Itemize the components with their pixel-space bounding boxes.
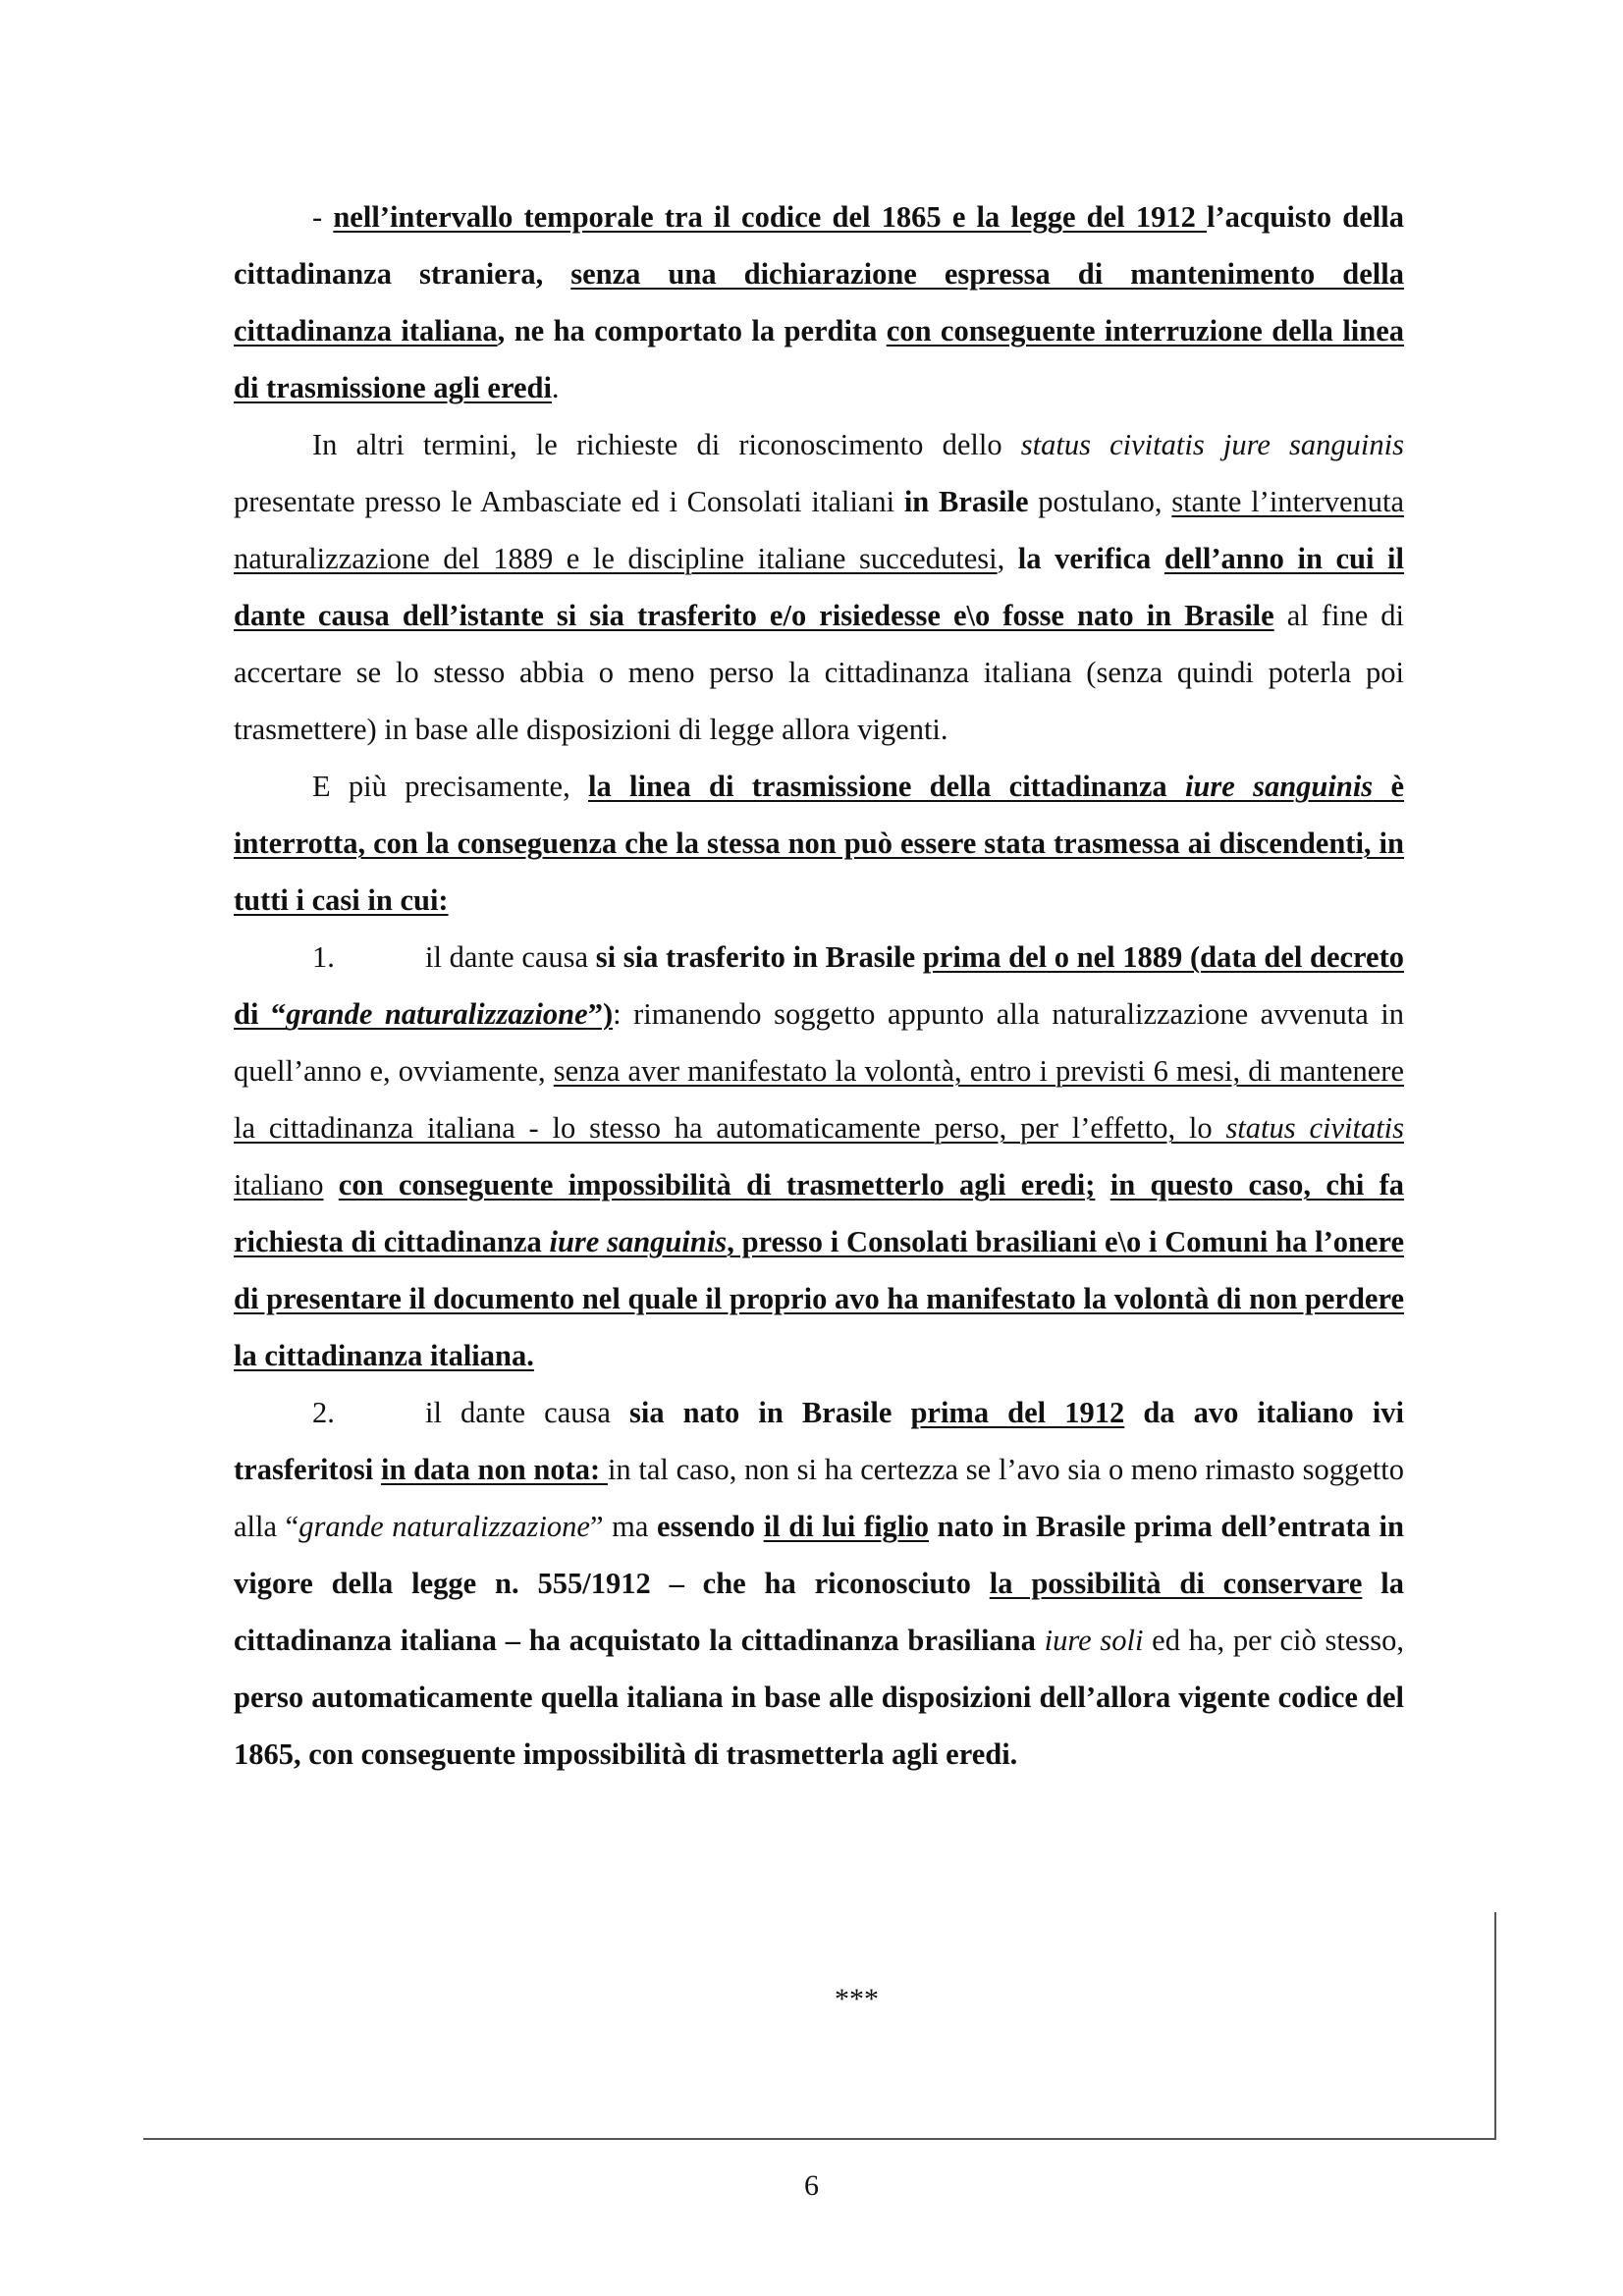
- margin-rule-vertical: [1494, 1912, 1496, 2138]
- text-span: in data non nota:: [381, 1453, 608, 1486]
- text-span: con conseguente impossibilità di trasmetterlo agli eredi;: [338, 1168, 1096, 1201]
- text-span: ed ha, per ciò stesso,: [1143, 1624, 1404, 1657]
- section-separator: ***: [835, 1983, 879, 2015]
- text-span: , presso i Consolati brasiliani e\o i Comuni ha l’onere di presentare il documento nel quale il proprio avo ha manifestato la volontà di non perdere la cittadinanza italiana.: [234, 1225, 1404, 1372]
- text-span: italiano: [234, 1168, 324, 1201]
- text-span: status civitatis: [1225, 1111, 1405, 1145]
- text-span: il dante causa: [425, 1396, 629, 1429]
- text-span: iure sanguinis: [1184, 770, 1374, 803]
- text-span: In altri termini, le richieste di riconoscimento dello: [312, 428, 1021, 461]
- text-span: la linea di trasmissione della cittadinanza: [588, 770, 1185, 803]
- text-span: in tal caso, non si ha certezza se l’avo sia o meno rimasto soggetto alla “: [234, 1453, 1404, 1543]
- text-span: il dante causa: [425, 940, 596, 974]
- text-span: nell’intervallo temporale tra il codice del 1865 e la legge del 1912: [333, 200, 1208, 234]
- text-span: la cittadinanza italiana – ha acquistato la cittadinanza brasiliana: [234, 1567, 1404, 1657]
- text-span: [1095, 1168, 1109, 1201]
- text-span: , ne ha comportato la perdita: [497, 314, 887, 347]
- text-span: presentate presso le Ambasciate ed i Consolati italiani: [234, 485, 904, 518]
- text-span: E più precisamente,: [312, 770, 588, 803]
- text-span: stante l’intervenuta naturalizzazione del 1889 e le discipline italiane succedutesi: [234, 485, 1405, 575]
- list-item-1: [234, 929, 1404, 1384]
- text-span: postulano,: [1028, 485, 1172, 518]
- text-span: si sia trasferito in Brasile: [595, 940, 923, 974]
- text-span: [323, 1168, 338, 1201]
- paragraph-1: [234, 188, 1404, 416]
- text-span: iure sanguinis: [549, 1225, 728, 1258]
- text-span: in Brasile: [903, 485, 1029, 518]
- text-span: il di lui figlio: [763, 1510, 930, 1543]
- text-span: senza una dichiarazione espressa di mantenimento della cittadinanza italiana: [234, 257, 1404, 347]
- text-span: ,: [997, 542, 1018, 575]
- text-span: : rimanendo soggetto appunto alla naturalizzazione avvenuta in quell’anno e, ovviamente,: [234, 997, 1405, 1088]
- text-span: prima del o nel 1889 (data del decreto di “: [234, 940, 1404, 1031]
- text-span: grande naturalizzazione: [298, 1510, 590, 1543]
- text-span: senza aver manifestato la volontà, entro i previsti 6 mesi, di mantenere la cittadinanza italiana - lo stesso ha automaticamente perso, per l’effetto, lo: [234, 1054, 1404, 1145]
- text-span: con conseguente interruzione della linea di trasmissione agli eredi: [234, 314, 1405, 404]
- list-number: 1.: [312, 940, 335, 974]
- list-item-2: [234, 1384, 1404, 1783]
- body-text: [234, 188, 1404, 1783]
- text-span: sia nato in Brasile: [628, 1396, 911, 1429]
- text-span: iure soli: [1044, 1624, 1144, 1657]
- text-span: dell’anno in cui il dante causa dell’istante si sia trasferito e/o risiedesse e\o fosse nato in Brasile: [234, 542, 1405, 632]
- text-span: la possibilità di conservare: [989, 1567, 1363, 1600]
- text-span: ”): [587, 997, 614, 1031]
- text-span: nato in Brasile prima dell’entrata in vigore della legge n. 555/1912 – che ha riconosciuto: [234, 1510, 1404, 1600]
- list-number: 2.: [312, 1396, 335, 1429]
- text-span: ” ma: [589, 1510, 658, 1543]
- text-span: status civitatis jure sanguinis: [1020, 428, 1404, 461]
- paragraph-2: [234, 416, 1404, 758]
- dash: -: [312, 200, 334, 234]
- page-number: 6: [804, 2169, 819, 2202]
- text-span: essendo: [657, 1510, 764, 1543]
- text-span: è interrotta, con la conseguenza che la stessa non può essere stata trasmessa ai discendenti, in tutti i casi in cui:: [234, 770, 1405, 917]
- text-span: .: [551, 371, 560, 404]
- text-span: l’acquisto della cittadinanza straniera,: [234, 200, 1405, 291]
- paragraph-3: [234, 758, 1404, 929]
- text-span: da avo italiano ivi trasferitosi: [234, 1396, 1405, 1486]
- text-span: al fine di accertare se lo stesso abbia o meno perso la cittadinanza italiana (senza quindi poterla poi trasmettere) in base alle disposizioni di legge allora vigenti.: [234, 599, 1405, 746]
- text-span: grande naturalizzazione: [286, 997, 588, 1031]
- text-span: prima del 1912: [910, 1396, 1125, 1429]
- text-span: la verifica: [1017, 542, 1164, 575]
- text-span: perso automaticamente quella italiana in base alle disposizioni dell’allora vigente codice del 1865, con conseguente impossibilità di trasmetterla agli eredi.: [234, 1681, 1404, 1771]
- text-span: in questo caso, chi fa richiesta di cittadinanza: [234, 1168, 1405, 1258]
- footer-rule: [143, 2138, 1496, 2140]
